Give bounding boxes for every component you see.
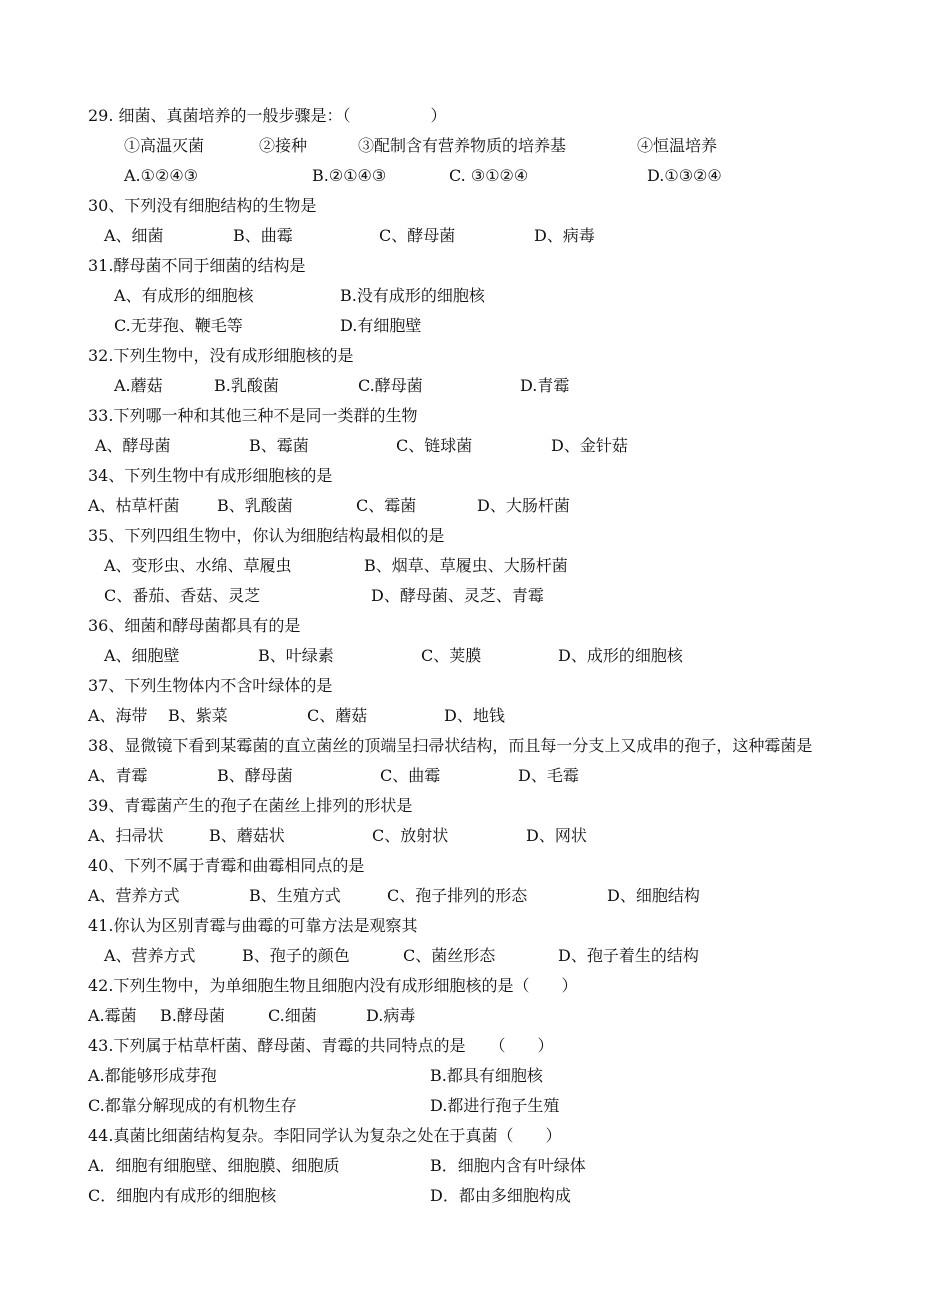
q32-option-d: D.青霉	[520, 376, 570, 395]
q33-option-a: A、酵母菌	[95, 436, 171, 455]
q40-option-a: A、营养方式	[88, 886, 180, 905]
q35-option-c: C、番茄、香菇、灵芝	[104, 586, 261, 605]
q31-option-a: A、有成形的细胞核	[114, 286, 254, 305]
q36-option-b: B、叶绿素	[258, 646, 334, 665]
q43-option-c: C.都靠分解现成的有机物生存	[88, 1096, 297, 1115]
q35-option-b: B、烟草、草履虫、大肠杆菌	[364, 556, 568, 575]
question-42-stem: 42.下列生物中，为单细胞生物且细胞内没有成形细胞核的是（ ）	[88, 976, 578, 995]
q35-option-d: D、酵母菌、灵芝、青霉	[371, 586, 544, 605]
q42-option-d: D.病毒	[366, 1006, 416, 1025]
q37-option-b: B、紫菜	[168, 706, 228, 725]
q40-option-d: D、细胞结构	[607, 886, 700, 905]
q41-option-d: D、孢子着生的结构	[558, 946, 699, 965]
q34-option-b: B、乳酸菌	[217, 496, 293, 515]
q31-option-d: D.有细胞壁	[340, 316, 422, 335]
q29-step-1: ①高温灭菌	[124, 136, 205, 155]
q41-option-c: C、菌丝形态	[403, 946, 496, 965]
question-40-stem: 40、下列不属于青霉和曲霉相同点的是	[88, 856, 365, 875]
question-32-stem: 32.下列生物中，没有成形细胞核的是	[88, 346, 354, 365]
q29-step-4: ④恒温培养	[637, 136, 718, 155]
q34-option-d: D、大肠杆菌	[477, 496, 570, 515]
q44-option-d: D．都由多细胞构成	[430, 1186, 571, 1205]
q37-option-a: A、海带	[88, 706, 148, 725]
question-37-stem: 37、下列生物体内不含叶绿体的是	[88, 676, 333, 695]
q38-option-a: A、青霉	[88, 766, 148, 785]
q30-option-c: C、酵母菌	[379, 226, 456, 245]
q33-option-b: B、霉菌	[249, 436, 309, 455]
q30-option-d: D、病毒	[534, 226, 595, 245]
q41-option-b: B、孢子的颜色	[242, 946, 350, 965]
q41-option-a: A、营养方式	[104, 946, 196, 965]
question-43-stem: 43.下列属于枯草杆菌、酵母菌、青霉的共同特点的是 （ ）	[88, 1036, 554, 1055]
q30-option-a: A、细菌	[104, 226, 164, 245]
q35-option-a: A、变形虫、水绵、草履虫	[104, 556, 292, 575]
q34-option-a: A、枯草杆菌	[88, 496, 180, 515]
q42-option-b: B.酵母菌	[160, 1006, 225, 1025]
question-31-stem: 31.酵母菌不同于细菌的结构是	[88, 256, 306, 275]
q30-option-b: B、曲霉	[233, 226, 293, 245]
q39-option-b: B、蘑菇状	[209, 826, 285, 845]
q31-option-b: B.没有成形的细胞核	[340, 286, 485, 305]
q33-option-c: C、链球菌	[396, 436, 473, 455]
q39-option-c: C、放射状	[372, 826, 449, 845]
q39-option-d: D、网状	[526, 826, 587, 845]
q29-step-3: ③配制含有营养物质的培养基	[358, 136, 567, 155]
q43-option-d: D.都进行孢子生殖	[430, 1096, 560, 1115]
q31-option-c: C.无芽孢、鞭毛等	[114, 316, 243, 335]
question-41-stem: 41.你认为区别青霉与曲霉的可靠方法是观察其	[88, 916, 418, 935]
q29-option-b: B.②①④③	[312, 166, 387, 185]
q36-option-c: C、荚膜	[421, 646, 482, 665]
q37-option-d: D、地钱	[444, 706, 505, 725]
q29-option-d: D.①③②④	[647, 166, 722, 185]
q33-option-d: D、金针菇	[551, 436, 628, 455]
q32-option-c: C.酵母菌	[358, 376, 423, 395]
q42-option-c: C.细菌	[268, 1006, 317, 1025]
q43-option-a: A.都能够形成芽孢	[88, 1066, 217, 1085]
question-30-stem: 30、下列没有细胞结构的生物是	[88, 196, 317, 215]
q44-option-b: B．细胞内含有叶绿体	[430, 1156, 586, 1175]
q40-option-c: C、孢子排列的形态	[387, 886, 528, 905]
q39-option-a: A、扫帚状	[88, 826, 164, 845]
question-44-stem: 44.真菌比细菌结构复杂。李阳同学认为复杂之处在于真菌（ ）	[88, 1126, 562, 1145]
q29-step-2: ②接种	[259, 136, 308, 155]
q38-option-c: C、曲霉	[380, 766, 441, 785]
q43-option-b: B.都具有细胞核	[430, 1066, 543, 1085]
q44-option-a: A．细胞有细胞壁、细胞膜、细胞质	[88, 1156, 340, 1175]
q32-option-b: B.乳酸菌	[214, 376, 279, 395]
q44-option-c: C．细胞内有成形的细胞核	[88, 1186, 277, 1205]
question-35-stem: 35、下列四组生物中，你认为细胞结构最相似的是	[88, 526, 445, 545]
q42-option-a: A.霉菌	[88, 1006, 137, 1025]
q36-option-a: A、细胞壁	[104, 646, 180, 665]
question-29-stem: 29. 细菌、真菌培养的一般步骤是：（ ）	[88, 106, 447, 125]
q38-option-d: D、毛霉	[518, 766, 579, 785]
question-33-stem: 33.下列哪一种和其他三种不是同一类群的生物	[88, 406, 418, 425]
q38-option-b: B、酵母菌	[217, 766, 293, 785]
q29-option-c: C. ③①②④	[449, 166, 529, 185]
q29-option-a: A.①②④③	[124, 166, 199, 185]
q37-option-c: C、蘑菇	[307, 706, 368, 725]
q32-option-a: A.蘑菇	[114, 376, 163, 395]
question-36-stem: 36、细菌和酵母菌都具有的是	[88, 616, 301, 635]
q40-option-b: B、生殖方式	[249, 886, 341, 905]
q34-option-c: C、霉菌	[356, 496, 417, 515]
question-39-stem: 39、青霉菌产生的孢子在菌丝上排列的形状是	[88, 796, 413, 815]
question-38-stem: 38、显微镜下看到某霉菌的直立菌丝的顶端呈扫帚状结构，而且每一分支上又成串的孢子，这种霉菌是	[88, 736, 813, 755]
q36-option-d: D、成形的细胞核	[558, 646, 683, 665]
question-34-stem: 34、下列生物中有成形细胞核的是	[88, 466, 333, 485]
